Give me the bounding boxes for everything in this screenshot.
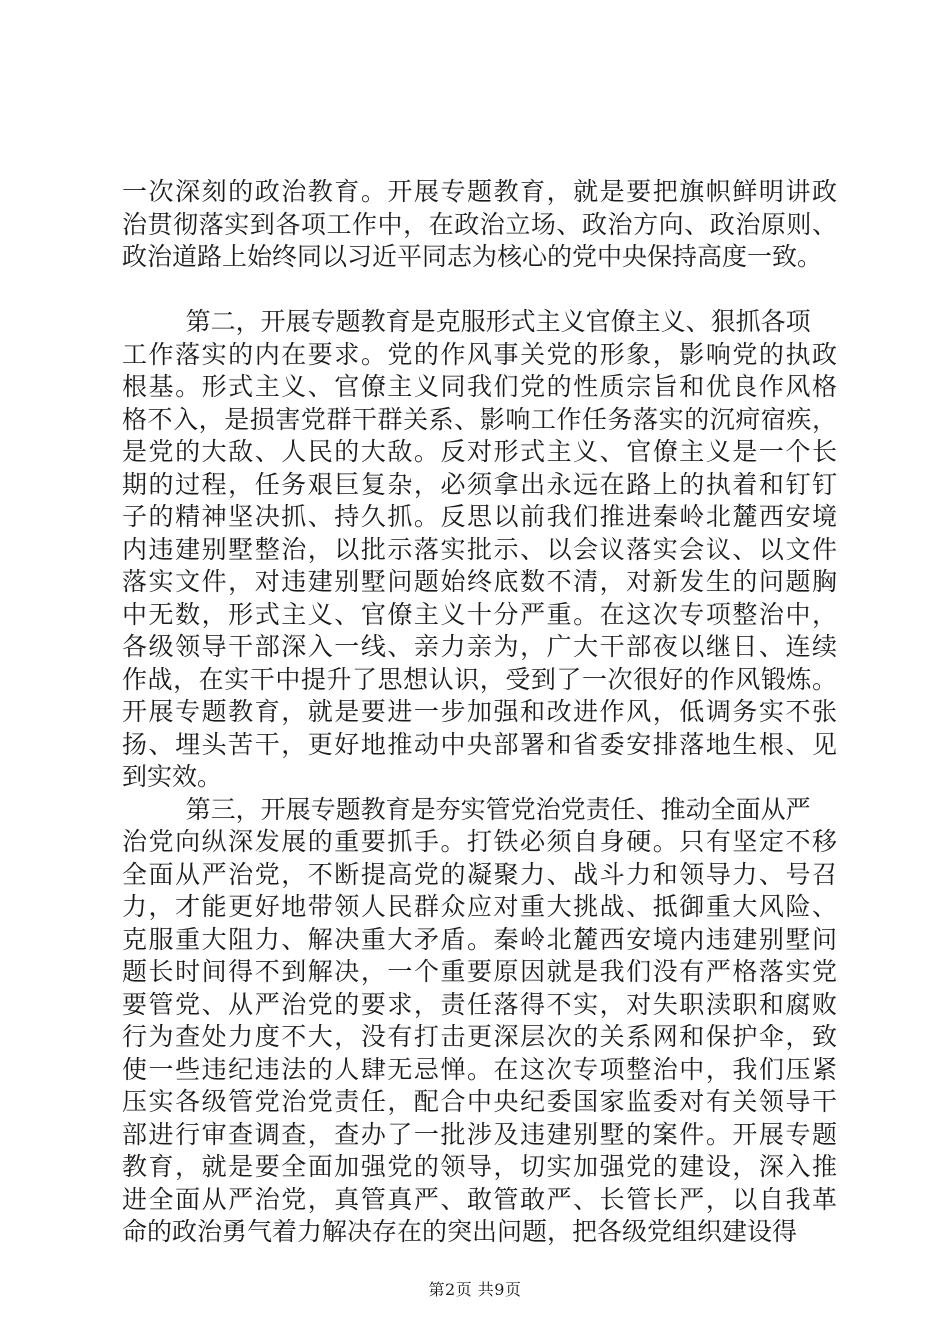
text-line: 教育，就是要全面加强党的领导，切实加强党的建设，深入推 bbox=[122, 1152, 837, 1181]
text-line: 部进行审查调查，查办了一批涉及违建别墅的案件。开展专题 bbox=[122, 1119, 837, 1149]
text-line: 到实效。 bbox=[122, 762, 223, 791]
text-line: 进全面从严治党，真管真严、敢管敢严、长管长严，以自我革 bbox=[122, 1184, 837, 1214]
text-line: 各级领导干部深入一线、亲力亲为，广大干部夜以继日、连续 bbox=[122, 632, 837, 661]
text-line: 第二，开展专题教育是克服形式主义官僚主义、狠抓各项 bbox=[122, 307, 811, 336]
text-line: 命的政治勇气着力解决存在的突出问题，把各级党组织建设得 bbox=[122, 1217, 798, 1246]
paragraph-1 bbox=[122, 176, 837, 274]
text-line: 子的精神坚决抓、持久抓。反思以前我们推进秦岭北麓西安境 bbox=[122, 502, 837, 531]
document-body bbox=[122, 176, 837, 1249]
text-line: 治贯彻落实到各项工作中，在政治立场、政治方向、政治原则、 bbox=[122, 209, 837, 239]
text-line: 力，才能更好地带领人民群众应对重大挑战、抵御重大风险、 bbox=[122, 892, 837, 921]
text-line: 使一些违纪违法的人肆无忌惮。在这次专项整治中，我们压紧 bbox=[122, 1054, 837, 1084]
text-line: 一次深刻的政治教育。开展专题教育，就是要把旗帜鲜明讲政 bbox=[122, 177, 837, 206]
paragraph-3 bbox=[122, 794, 837, 1249]
text-line: 要管党、从严治党的要求，责任落得不实，对失职渎职和腐败 bbox=[122, 989, 837, 1019]
text-line: 是党的大敌、人民的大敌。反对形式主义、官僚主义是一个长 bbox=[122, 437, 837, 466]
text-line: 行为查处力度不大，没有打击更深层次的关系网和保护伞，致 bbox=[122, 1022, 837, 1051]
text-line: 作战，在实干中提升了思想认识，受到了一次很好的作风锻炼。 bbox=[122, 664, 837, 694]
text-line: 落实文件，对违建别墅问题始终底数不清，对新发生的问题胸 bbox=[122, 567, 837, 596]
text-line: 治党向纵深发展的重要抓手。打铁必须自身硬。只有坚定不移 bbox=[122, 827, 837, 856]
text-line: 格不入，是损害党群干群关系、影响工作任务落实的沉疴宿疾， bbox=[122, 404, 837, 434]
text-line: 政治道路上始终同以习近平同志为核心的党中央保持高度一致。 bbox=[122, 242, 823, 271]
text-line: 全面从严治党，不断提高党的凝聚力、战斗力和领导力、号召 bbox=[122, 859, 837, 889]
text-line: 扬、埋头苦干，更好地推动中央部署和省委安排落地生根、见 bbox=[122, 729, 837, 759]
text-line: 压实各级管党治党责任，配合中央纪委国家监委对有关领导干 bbox=[122, 1087, 837, 1116]
paragraph-spacer bbox=[122, 274, 837, 307]
page-number-footer: 第2页 共9页 bbox=[428, 1280, 522, 1299]
text-line: 题长时间得不到解决，一个重要原因就是我们没有严格落实党 bbox=[122, 957, 837, 986]
text-line: 开展专题教育，就是要进一步加强和改进作风，低调务实不张 bbox=[122, 697, 837, 726]
text-line: 根基。形式主义、官僚主义同我们党的性质宗旨和优良作风格 bbox=[122, 372, 837, 401]
text-line: 期的过程，任务艰巨复杂，必须拿出永远在路上的执着和钉钉 bbox=[122, 469, 837, 499]
text-line: 中无数，形式主义、官僚主义十分严重。在这次专项整治中， bbox=[122, 599, 837, 629]
text-line: 内违建别墅整治，以批示落实批示、以会议落实会议、以文件 bbox=[122, 534, 837, 564]
paragraph-2 bbox=[122, 306, 837, 794]
text-line: 工作落实的内在要求。党的作风事关党的形象，影响党的执政 bbox=[122, 339, 837, 369]
text-line: 克服重大阻力、解决重大矛盾。秦岭北麓西安境内违建别墅问 bbox=[122, 924, 837, 954]
text-line: 第三，开展专题教育是夯实管党治党责任、推动全面从严 bbox=[122, 794, 811, 824]
